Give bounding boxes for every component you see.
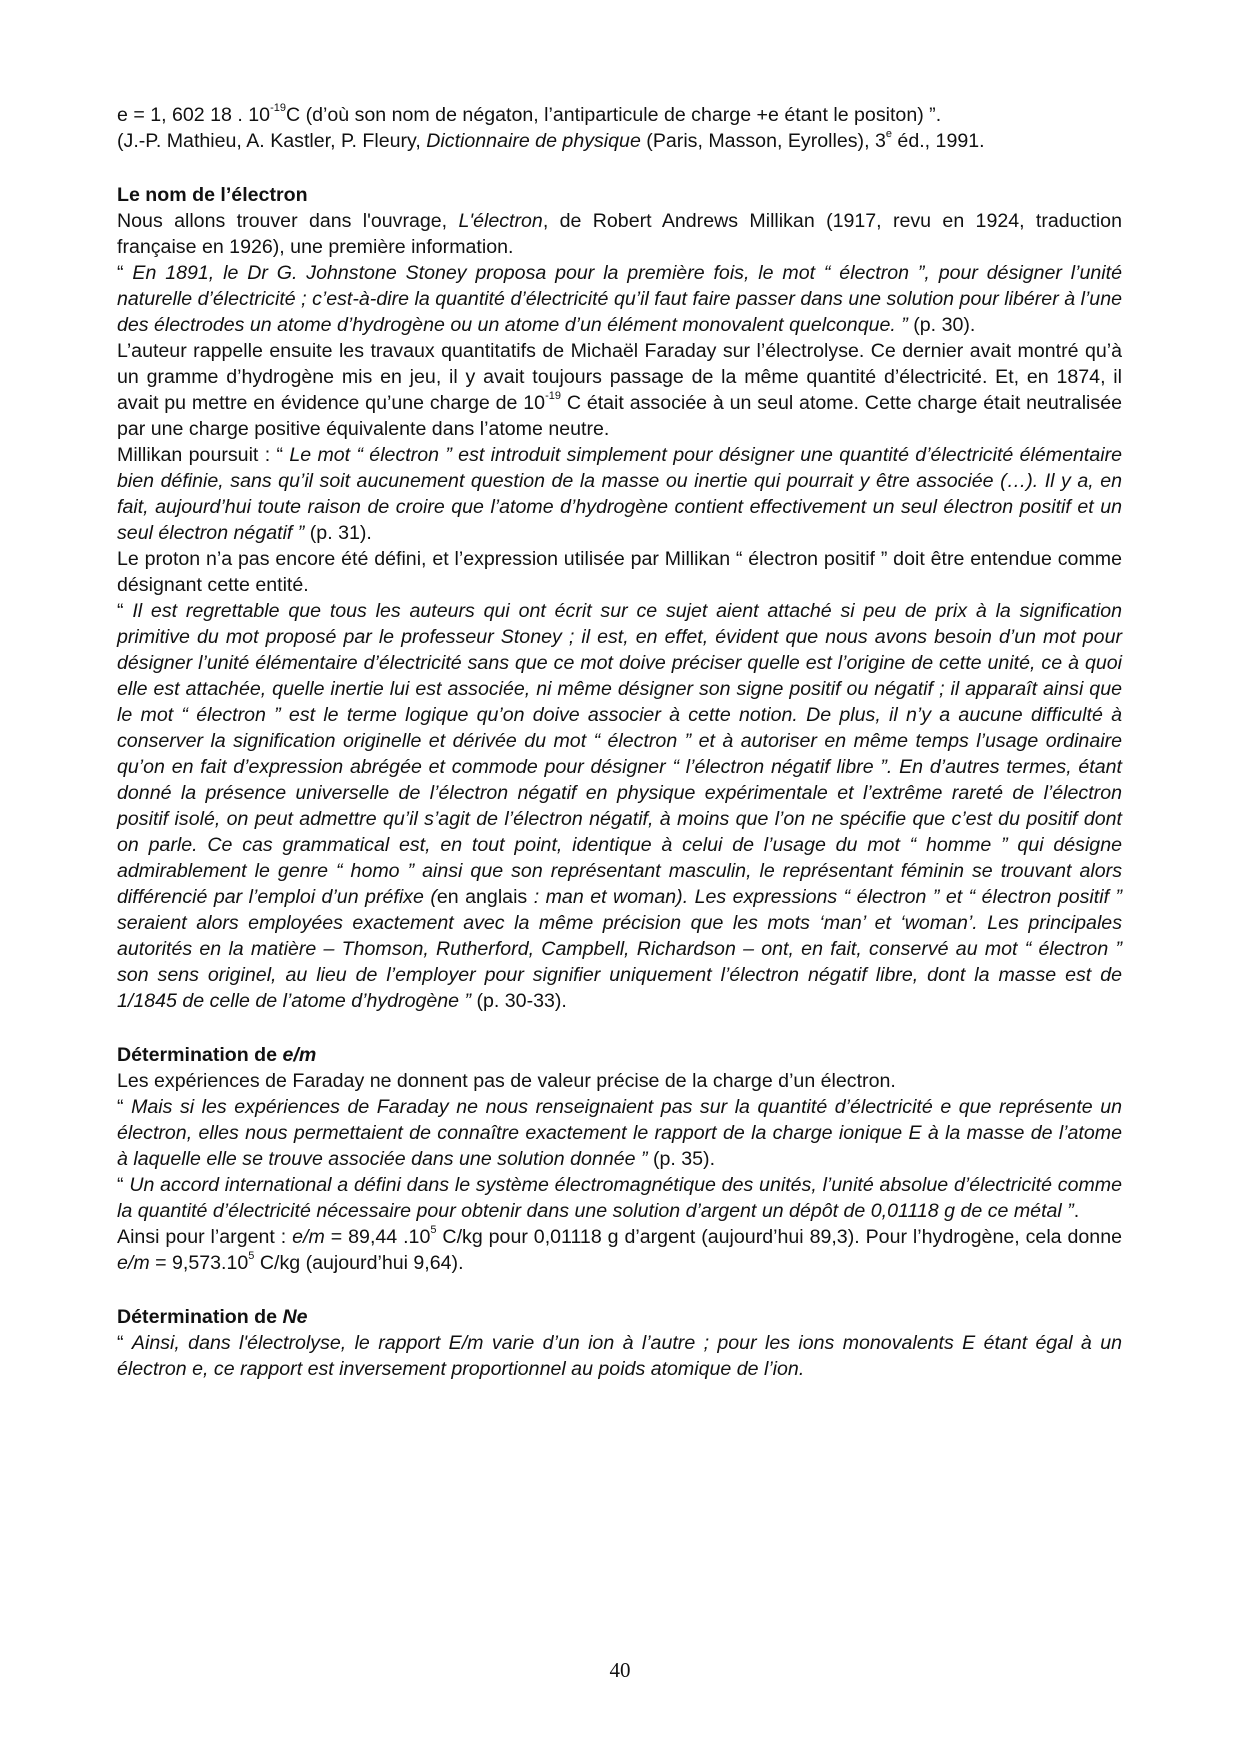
quote-faraday-ratio: “ Mais si les expériences de Faraday ne nous renseignaient pas sur la quantité d’électricité e que représente un électron, elles nous permettaient de connaître exactement le rapport de la charge ionique E à la masse de l’atome à laquelle elle se trouve associée dans une solution donnée ” (p. 35). [117, 1096, 1123, 1170]
section-heading-electron-name: Le nom de l’électron [117, 184, 308, 206]
quote-millikan-electron: Millikan poursuit : “ Le mot “ électron ” est introduit simplement pour désigner une quantité d’électricité élémentaire bien définie, sans qu’il soit aucunement question de la masse ou inertie qui pourrait y être associée (…). Il y a, en fait, aujourd’hui toute raison de croire que l’atome d’hydrogène contient effectivement un seul électron positif et un seul électron négatif ” (p. 31). [117, 444, 1123, 544]
page-body [117, 0, 1122, 1382]
quote-electrolysis-ratio: “ Ainsi, dans l'électrolyse, le rapport E/m varie d’un ion à l’autre ; pour les ions monovalents E étant égal à un électron e, ce rapport est inversement proportionnel au poids atomique de l’ion. [117, 1332, 1122, 1380]
quote-regrettable: “ Il est regrettable que tous les auteurs qui ont écrit sur ce sujet aient attaché si peu de prix à la signification primitive du mot proposé par le professeur Stoney ; il est, en effet, évident que nous avons besoin d’un mot pour désigner l’unité élémentaire d’électricité sans que ce mot doive préciser quelle est l’origine de cette unité, ce à quoi elle est attachée, quelle inertie lui est associée, ni même désigner son signe positif ou négatif ; il apparaît ainsi que le mot “ électron ” est le terme logique qu’on doive associer à cette notion. De plus, il n’y a aucune difficulté à conserver la signification originelle et dérivée du mot “ électron ” et à autoriser en même temps l’usage ordinaire qu’on en fait d’expression abrégée et commode pour désigner “ l’électron négatif libre ”. En d’autres termes, étant donné la présence universelle de l’électron négatif en physique expérimentale et l’extrême rareté de l’électron positif isolé, on peut admettre qu’il s’agit de l’électron négatif, à moins que l’on ne spécifie que c’est du positif dont on parle. Ce cas grammatical est, en tout point, identique à celui de l’usage du mot “ homme ” qui désigne admirablement le genre “ homo ” ainsi que son représentant masculin, le représentant féminin se trouvant alors différencié par l’emploi d’un préfixe (en anglais : man et woman). Les expressions “ électron ” et “ électron positif ” seraient alors employées exactement avec la même précision que les mots ‘man’ et ‘woman’. Les principales autorités en la matière – Thomson, Rutherford, Campbell, Richardson – ont, en fait, conservé au mot “ électron ” son sens originel, au lieu de l’employer pour signifier uniquement l’électron négatif libre, dont la masse est de 1/1845 de celle de l’atome d’hydrogène ” (p. 30-33). [117, 600, 1123, 1012]
paragraph-proton: Le proton n’a pas encore été défini, et l’expression utilisée par Millikan “ électron positif ” doit être entendue comme désignant cette entité. [117, 548, 1122, 596]
paragraph-faraday: L’auteur rappelle ensuite les travaux quantitatifs de Michaël Faraday sur l’électrolyse. Ce dernier avait montré qu’à un gramme d’hydrogène mis en jeu, il y avait toujours passage de la même quantité d’électricité. Et, en 1874, il avait pu mettre en évidence qu’une charge de $10^{-19}$ C était associée à un seul atome. Cette charge était neutralisée par une charge positive équivalente dans l’atome neutre. [117, 340, 1122, 440]
quote-international-accord: “ Un accord international a défini dans le système électromagnétique des unités, l’unité absolue d’électricité comme la quantité d’électricité nécessaire pour obtenir dans une solution d’argent un dépôt de 0,01118 g de ce métal ”. [117, 1174, 1123, 1222]
intro-citation-end: e = 1, 602 18 . $10^{-19}C$ (d’où son nom de négaton, l’antiparticule de charge +e étant le positon) ”. (J.-P. Mathieu, A. Kastler, P. Fleury, Dictionnaire de physique (Paris, Masson, Eyrolles), 3e éd., 1991. [117, 102, 985, 152]
section-heading-em: Détermination de e/m [117, 1044, 317, 1066]
paragraph-millikan-book: Nous allons trouver dans l'ouvrage, L'électron, de Robert Andrews Millikan (1917, revu en 1924, traduction française en 1926), une première information. [117, 210, 1122, 258]
paragraph-em-values: Ainsi pour l’argent : e/m = 89,44 $.10^5$ C/kg pour 0,01118 g d’argent (aujourd’hui 89,3). Pour l’hydrogène, cela donne $e/m = 9,573.10^5$ C/kg (aujourd’hui 9,64). [117, 1224, 1122, 1274]
paragraph-faraday-charge: Les expériences de Faraday ne donnent pas de valeur précise de la charge d’un électron. [117, 1070, 896, 1092]
section-heading-ne: Détermination de Ne [117, 1306, 308, 1328]
quote-stoney: “ En 1891, le Dr G. Johnstone Stoney proposa pour la première fois, le mot “ électron ”, pour désigner l’unité naturelle d’électricité ; c’est-à-dire la quantité d’électricité qu’il faut faire passer dans une solution pour libérer à l’une des électrodes un atome d’hydrogène ou un atome d’un élément monovalent quelconque. ” (p. 30). [117, 262, 1122, 336]
page-number: 40 [609, 1658, 631, 1682]
